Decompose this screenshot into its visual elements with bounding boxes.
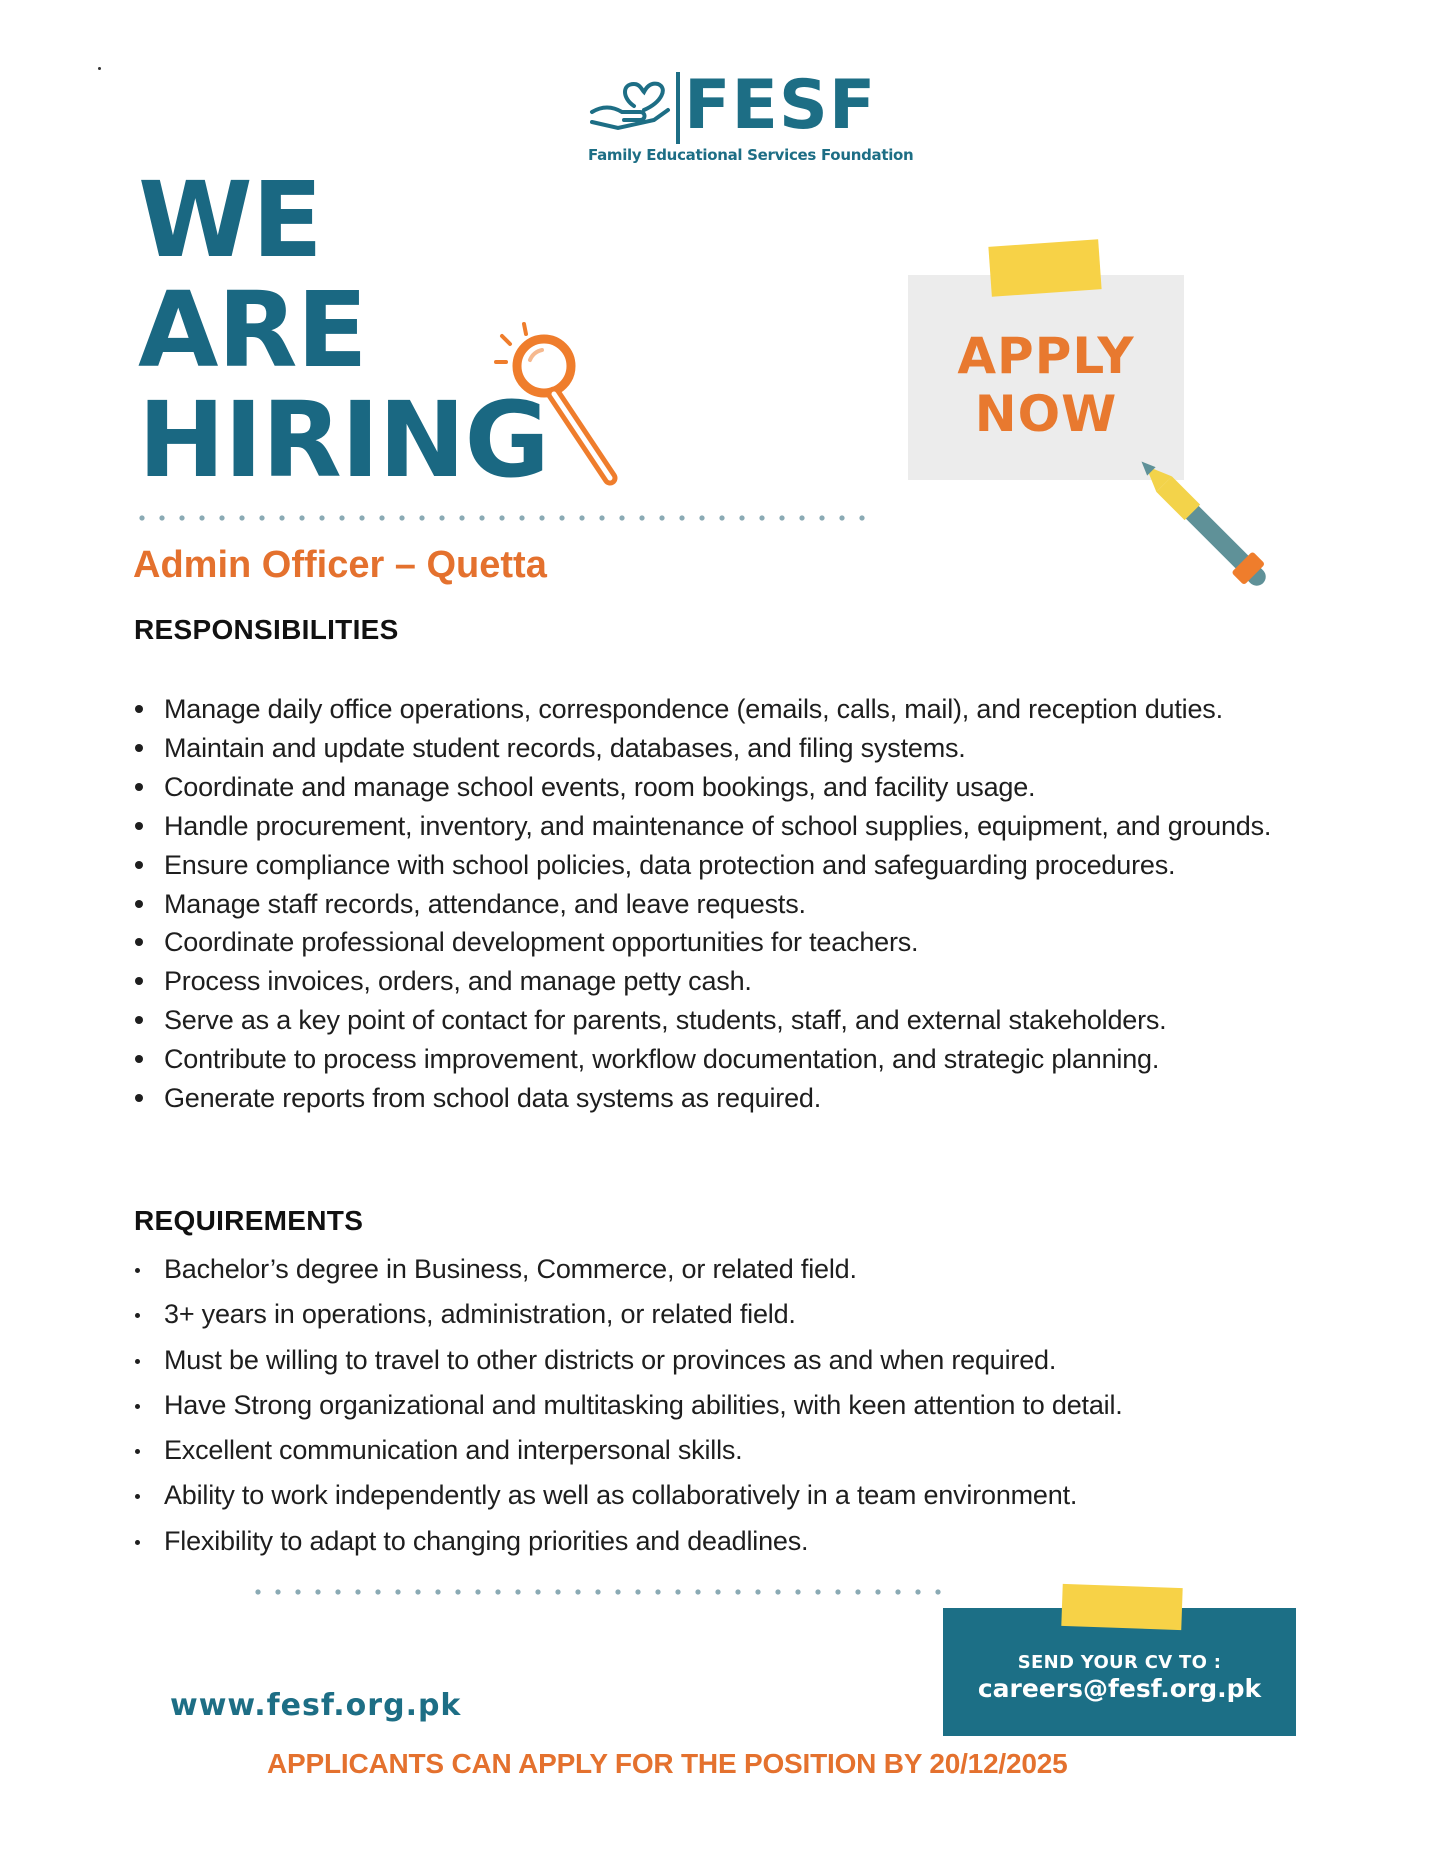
website-link[interactable]: www.fesf.org.pk: [170, 1688, 462, 1723]
list-item: Handle procurement, inventory, and maintenance of school supplies, equipment, and grounds.: [133, 807, 1333, 846]
dotted-divider-top: [132, 515, 872, 521]
list-item: Excellent communication and interpersonal skills.: [133, 1428, 1333, 1473]
list-item: Generate reports from school data systems as required.: [133, 1079, 1333, 1118]
magnifying-glass-icon: [492, 320, 632, 490]
list-item: Ensure compliance with school policies, data protection and safeguarding procedures.: [133, 846, 1333, 885]
note-tape: [988, 239, 1101, 297]
list-item: Flexibility to adapt to changing priorities and deadlines.: [133, 1519, 1333, 1564]
headline-line-1: WE: [138, 159, 322, 281]
send-cv-label: SEND YOUR CV TO :: [1017, 1652, 1222, 1673]
apply-now-text: [908, 327, 1184, 443]
dotted-divider-bottom: [248, 1589, 948, 1595]
headline-line-2: ARE: [138, 269, 367, 391]
apply-now-line-2: NOW: [974, 385, 1118, 443]
list-item: Coordinate and manage school events, room bookings, and facility usage.: [133, 768, 1333, 807]
logo-wordmark: FESF: [684, 66, 877, 145]
responsibilities-heading: RESPONSIBILITIES: [134, 614, 399, 645]
stray-dot: [98, 67, 101, 70]
list-item: 3+ years in operations, administration, or related field.: [133, 1292, 1333, 1337]
list-item: Serve as a key point of contact for parents, students, staff, and external stakeholders.: [133, 1001, 1333, 1040]
responsibilities-list: [133, 690, 1333, 1118]
list-item: Contribute to process improvement, workflow documentation, and strategic planning.: [133, 1040, 1333, 1079]
list-item: Coordinate professional development opportunities for teachers.: [133, 923, 1333, 962]
requirements-heading: REQUIREMENTS: [134, 1205, 364, 1236]
fesf-logo: [588, 66, 914, 172]
headline-line-3: HIRING: [138, 379, 549, 501]
list-item: Have Strong organizational and multitasking abilities, with keen attention to detail.: [133, 1383, 1333, 1428]
application-deadline: APPLICANTS CAN APPLY FOR THE POSITION BY 20/12/2025: [267, 1748, 1068, 1779]
list-item: Bachelor’s degree in Business, Commerce, or related field.: [133, 1247, 1333, 1292]
logo-divider: [676, 72, 680, 144]
list-item: Manage staff records, attendance, and leave requests.: [133, 885, 1333, 924]
list-item: Ability to work independently as well as collaboratively in a team environment.: [133, 1473, 1333, 1518]
heart-hand-icon: [588, 76, 672, 132]
list-item: Must be willing to travel to other districts or provinces as and when required.: [133, 1338, 1333, 1383]
pen-icon: [1108, 428, 1298, 618]
requirements-list: [133, 1247, 1333, 1564]
job-title: Admin Officer – Quetta: [133, 544, 547, 586]
apply-now-line-1: APPLY: [957, 327, 1135, 385]
cv-tape: [1061, 1584, 1182, 1630]
list-item: Maintain and update student records, databases, and filing systems.: [133, 729, 1333, 768]
logo-tagline: Family Educational Services Foundation: [588, 146, 914, 164]
careers-email-link[interactable]: careers@fesf.org.pk: [977, 1674, 1262, 1703]
list-item: Process invoices, orders, and manage petty cash.: [133, 962, 1333, 1001]
list-item: Manage daily office operations, correspondence (emails, calls, mail), and reception duties.: [133, 690, 1333, 729]
